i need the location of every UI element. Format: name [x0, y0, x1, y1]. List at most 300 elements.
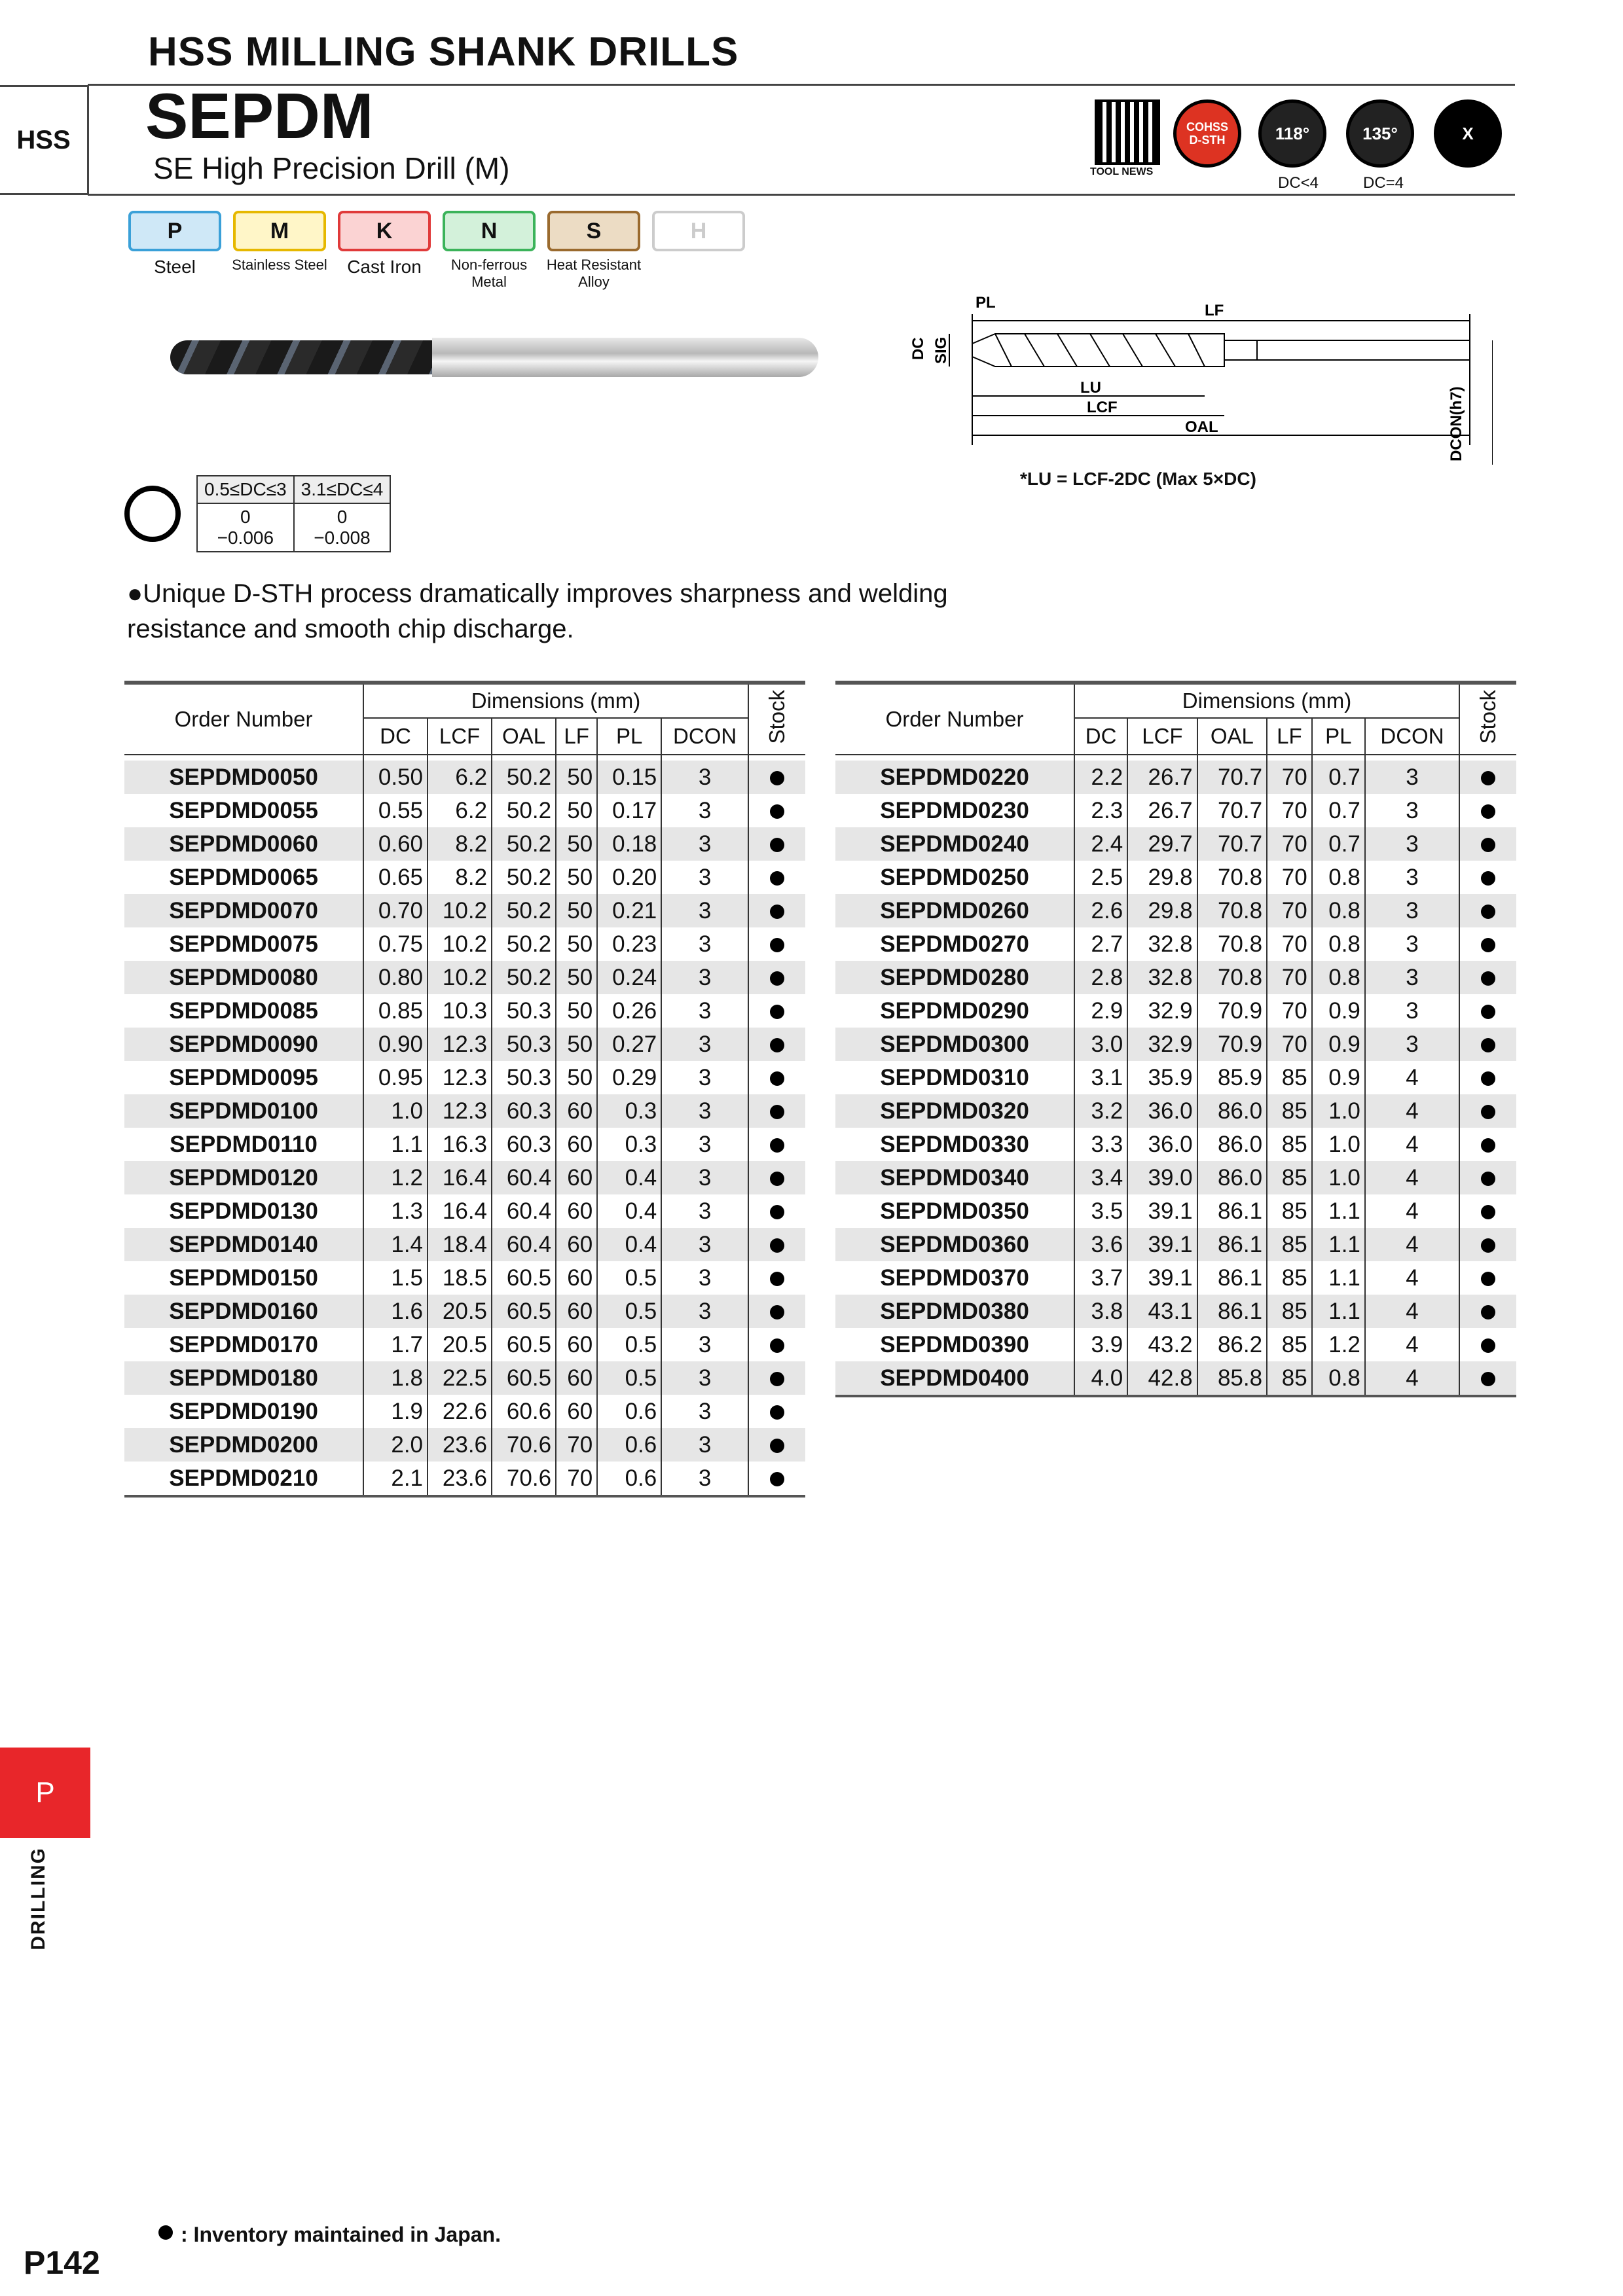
- cell-oal: 50.2: [492, 761, 556, 794]
- col-dcon: DCON: [1365, 718, 1459, 755]
- col-dc: DC: [1074, 718, 1127, 755]
- cell-lcf: 35.9: [1127, 1061, 1197, 1094]
- stock-dot-icon: [1481, 838, 1495, 852]
- table-row: [124, 794, 805, 827]
- section-title: HSS MILLING SHANK DRILLS: [148, 29, 739, 75]
- table-row: [124, 1261, 805, 1295]
- cell-dc: 0.80: [363, 961, 428, 994]
- cell-dc: 3.2: [1074, 1094, 1127, 1128]
- stock-indicator: [748, 1128, 805, 1161]
- cell-oal: 50.2: [492, 894, 556, 927]
- cell-oal: 70.8: [1197, 961, 1267, 994]
- order-number: SEPDMD0220: [880, 764, 1029, 790]
- stock-dot-icon: [770, 1305, 784, 1319]
- cell-pl: 0.6: [597, 1395, 661, 1428]
- cell-lf: 50: [556, 994, 597, 1028]
- table-spacer: [835, 755, 1516, 761]
- stock-dot-icon: [1481, 971, 1495, 986]
- stock-indicator: [748, 1295, 805, 1328]
- col-oal: OAL: [492, 718, 556, 755]
- stock-dot-icon: [770, 971, 784, 986]
- cell-dcon: 3: [661, 827, 748, 861]
- material-label-s: Heat Resistant Alloy: [546, 257, 642, 290]
- stock-dot-icon: [770, 838, 784, 852]
- table-row: [124, 961, 805, 994]
- cell-oal: 60.5: [492, 1261, 556, 1295]
- cell-dc: 0.90: [363, 1028, 428, 1061]
- cell-dc: 2.4: [1074, 827, 1127, 861]
- table-row: [124, 1161, 805, 1194]
- order-number: SEPDMD0200: [169, 1431, 318, 1458]
- tolerance-header: 3.1≤DC≤4: [294, 476, 391, 503]
- cell-lf: 70: [1267, 794, 1312, 827]
- cell-pl: 0.3: [597, 1094, 661, 1128]
- cell-dc: 2.1: [363, 1462, 428, 1496]
- cell-lcf: 20.5: [428, 1328, 492, 1361]
- stock-header: Stock: [1459, 683, 1516, 755]
- stock-dot-icon: [770, 1439, 784, 1453]
- table-row: [124, 1428, 805, 1462]
- stock-indicator: [748, 1361, 805, 1395]
- material-chip-m: M: [233, 211, 326, 251]
- cell-dcon: 4: [1365, 1228, 1459, 1261]
- cell-pl: 0.8: [1312, 894, 1365, 927]
- order-number: SEPDMD0290: [880, 997, 1029, 1024]
- stock-indicator: [748, 827, 805, 861]
- cell-oal: 60.6: [492, 1395, 556, 1428]
- cell-dcon: 3: [661, 1295, 748, 1328]
- cell-lf: 50: [556, 794, 597, 827]
- cell-oal: 60.4: [492, 1228, 556, 1261]
- cell-dcon: 3: [661, 1361, 748, 1395]
- drawing-label-pl: PL: [976, 294, 996, 312]
- cell-oal: 70.8: [1197, 894, 1267, 927]
- stock-dot-legend: [158, 2225, 173, 2240]
- cell-dcon: 4: [1365, 1328, 1459, 1361]
- cell-pl: 1.0: [1312, 1128, 1365, 1161]
- cell-oal: 86.1: [1197, 1228, 1267, 1261]
- cell-pl: 0.6: [597, 1428, 661, 1462]
- order-number: SEPDMD0230: [880, 797, 1029, 823]
- order-number: SEPDMD0270: [880, 931, 1029, 957]
- table-row: [835, 827, 1516, 861]
- cell-lcf: 8.2: [428, 861, 492, 894]
- stock-dot-icon: [1481, 1071, 1495, 1086]
- table-row: [835, 927, 1516, 961]
- cell-oal: 86.1: [1197, 1295, 1267, 1328]
- col-oal: OAL: [1197, 718, 1267, 755]
- order-number: SEPDMD0080: [169, 964, 318, 990]
- table-row: [835, 1194, 1516, 1228]
- cell-dcon: 4: [1365, 1128, 1459, 1161]
- cell-lcf: 29.8: [1127, 894, 1197, 927]
- stock-indicator: [748, 961, 805, 994]
- cell-pl: 0.4: [597, 1161, 661, 1194]
- cell-dcon: 3: [661, 761, 748, 794]
- cell-pl: 0.8: [1312, 1361, 1365, 1396]
- drawing-label-sig: SIG: [932, 336, 950, 364]
- feature-text: ●Unique D-STH process dramatically improves sharpness and welding resistance and smooth chip discharge.: [127, 579, 948, 643]
- table-row: [124, 1395, 805, 1428]
- drilling-label: DRILLING: [27, 1847, 49, 1950]
- table-row: [124, 827, 805, 861]
- cell-lf: 85: [1267, 1194, 1312, 1228]
- cell-dcon: 4: [1365, 1295, 1459, 1328]
- cell-lf: 70: [1267, 827, 1312, 861]
- cell-oal: 70.9: [1197, 1028, 1267, 1061]
- cell-dc: 0.55: [363, 794, 428, 827]
- cell-lf: 50: [556, 861, 597, 894]
- coating-icon: COHSS D-STH: [1173, 99, 1241, 168]
- cell-oal: 86.0: [1197, 1094, 1267, 1128]
- cell-dcon: 3: [661, 927, 748, 961]
- cell-oal: 85.8: [1197, 1361, 1267, 1396]
- cell-pl: 0.3: [597, 1128, 661, 1161]
- drawing-label-lu: LU: [1080, 379, 1101, 397]
- cell-pl: 0.20: [597, 861, 661, 894]
- cell-dcon: 3: [661, 1194, 748, 1228]
- cell-dcon: 4: [1365, 1161, 1459, 1194]
- point-angle-118-icon: 118°: [1258, 99, 1326, 168]
- cell-dc: 3.3: [1074, 1128, 1127, 1161]
- cell-pl: 1.1: [1312, 1228, 1365, 1261]
- cell-pl: 0.24: [597, 961, 661, 994]
- cell-lcf: 6.2: [428, 761, 492, 794]
- cell-dcon: 3: [1365, 894, 1459, 927]
- col-dcon: DCON: [661, 718, 748, 755]
- cell-lcf: 43.2: [1127, 1328, 1197, 1361]
- cell-lf: 50: [556, 961, 597, 994]
- stock-dot-icon: [1481, 1172, 1495, 1186]
- stock-dot-icon: [770, 1338, 784, 1353]
- cell-lcf: 36.0: [1127, 1094, 1197, 1128]
- cell-dc: 3.1: [1074, 1061, 1127, 1094]
- cell-pl: 0.9: [1312, 994, 1365, 1028]
- cell-lf: 50: [556, 1061, 597, 1094]
- cell-dc: 1.8: [363, 1361, 428, 1395]
- stock-dot-icon: [1481, 871, 1495, 886]
- cell-dc: 0.70: [363, 894, 428, 927]
- cell-lcf: 29.7: [1127, 827, 1197, 861]
- stock-indicator: [1459, 1161, 1516, 1194]
- cell-lcf: 6.2: [428, 794, 492, 827]
- stock-indicator: [1459, 1228, 1516, 1261]
- cell-pl: 0.27: [597, 1028, 661, 1061]
- cell-lcf: 22.6: [428, 1395, 492, 1428]
- stock-indicator: [748, 1161, 805, 1194]
- order-number: SEPDMD0340: [880, 1164, 1029, 1191]
- cell-lcf: 22.5: [428, 1361, 492, 1395]
- stock-dot-icon: [770, 1138, 784, 1153]
- cell-oal: 60.4: [492, 1194, 556, 1228]
- stock-dot-icon: [1481, 1338, 1495, 1353]
- stock-dot-icon: [770, 1405, 784, 1420]
- col-lcf: LCF: [428, 718, 492, 755]
- cell-oal: 70.9: [1197, 994, 1267, 1028]
- cell-lcf: 23.6: [428, 1428, 492, 1462]
- stock-indicator: [1459, 994, 1516, 1028]
- cell-dc: 2.0: [363, 1428, 428, 1462]
- footnote: : Inventory maintained in Japan.: [181, 2223, 501, 2246]
- table-row: [835, 1061, 1516, 1094]
- stock-indicator: [1459, 961, 1516, 994]
- cell-lf: 60: [556, 1194, 597, 1228]
- stock-indicator: [748, 1194, 805, 1228]
- cell-oal: 86.1: [1197, 1194, 1267, 1228]
- cell-pl: 0.18: [597, 827, 661, 861]
- tolerance-value: 0 −0.008: [294, 503, 391, 552]
- cell-oal: 60.5: [492, 1361, 556, 1395]
- stock-indicator: [748, 1395, 805, 1428]
- cell-pl: 0.6: [597, 1462, 661, 1496]
- cell-lf: 60: [556, 1361, 597, 1395]
- cell-lcf: 26.7: [1127, 761, 1197, 794]
- cell-dcon: 3: [661, 1161, 748, 1194]
- order-number: SEPDMD0160: [169, 1298, 318, 1324]
- cell-lcf: 16.4: [428, 1161, 492, 1194]
- stock-dot-icon: [770, 1038, 784, 1052]
- table-row: [835, 1261, 1516, 1295]
- cell-dcon: 3: [1365, 861, 1459, 894]
- qr-code-icon[interactable]: [1095, 99, 1160, 165]
- table-row: [124, 1295, 805, 1328]
- stock-dot-icon: [770, 905, 784, 919]
- cell-pl: 0.8: [1312, 861, 1365, 894]
- stock-dot-icon: [770, 1105, 784, 1119]
- table-row: [124, 927, 805, 961]
- cell-lcf: 20.5: [428, 1295, 492, 1328]
- stock-dot-icon: [1481, 938, 1495, 952]
- tolerance-header: 0.5≤DC≤3: [197, 476, 294, 503]
- table-row: [835, 861, 1516, 894]
- table-row: [124, 861, 805, 894]
- cell-dcon: 3: [661, 1094, 748, 1128]
- stock-dot-icon: [1481, 1305, 1495, 1319]
- order-number: SEPDMD0350: [880, 1198, 1029, 1224]
- stock-indicator: [748, 1261, 805, 1295]
- table-row: [124, 1028, 805, 1061]
- cell-lf: 60: [556, 1094, 597, 1128]
- cell-dcon: 3: [661, 961, 748, 994]
- order-number: SEPDMD0070: [169, 897, 318, 924]
- cell-dcon: 3: [1365, 794, 1459, 827]
- cell-dc: 1.9: [363, 1395, 428, 1428]
- stock-dot-icon: [1481, 1038, 1495, 1052]
- order-number: SEPDMD0060: [169, 831, 318, 857]
- cell-dc: 1.1: [363, 1128, 428, 1161]
- stock-indicator: [1459, 1261, 1516, 1295]
- cell-pl: 0.7: [1312, 761, 1365, 794]
- cell-oal: 86.1: [1197, 1261, 1267, 1295]
- stock-indicator: [1459, 1061, 1516, 1094]
- cell-lf: 50: [556, 827, 597, 861]
- cell-lcf: 36.0: [1127, 1128, 1197, 1161]
- order-number: SEPDMD0390: [880, 1331, 1029, 1357]
- stock-indicator: [748, 1462, 805, 1496]
- table-row: [835, 1295, 1516, 1328]
- cell-lf: 85: [1267, 1228, 1312, 1261]
- stock-dot-icon: [1481, 1205, 1495, 1219]
- order-number: SEPDMD0110: [170, 1131, 318, 1157]
- cell-dc: 0.50: [363, 761, 428, 794]
- cell-pl: 0.7: [1312, 827, 1365, 861]
- stock-indicator: [748, 894, 805, 927]
- drawing-label-oal: OAL: [1185, 418, 1218, 436]
- cell-dcon: 3: [1365, 1028, 1459, 1061]
- cell-dcon: 3: [661, 1228, 748, 1261]
- order-number: SEPDMD0170: [169, 1331, 318, 1357]
- cell-oal: 60.5: [492, 1328, 556, 1361]
- cell-lf: 85: [1267, 1061, 1312, 1094]
- stock-dot-icon: [1481, 771, 1495, 785]
- drawing-label-dc: DC: [909, 337, 927, 360]
- cell-dcon: 3: [661, 1261, 748, 1295]
- category-tab-p[interactable]: P: [0, 1748, 90, 1838]
- cell-pl: 0.8: [1312, 927, 1365, 961]
- cell-oal: 86.0: [1197, 1161, 1267, 1194]
- order-number: SEPDMD0380: [880, 1298, 1029, 1324]
- cell-oal: 50.3: [492, 1028, 556, 1061]
- cell-oal: 70.8: [1197, 927, 1267, 961]
- cell-lcf: 12.3: [428, 1094, 492, 1128]
- cell-dc: 0.65: [363, 861, 428, 894]
- stock-dot-icon: [770, 871, 784, 886]
- cell-lcf: 32.9: [1127, 994, 1197, 1028]
- cell-oal: 85.9: [1197, 1061, 1267, 1094]
- cell-oal: 70.6: [492, 1462, 556, 1496]
- order-number: SEPDMD0300: [880, 1031, 1029, 1057]
- flute-type-icon: X: [1434, 99, 1502, 168]
- cell-oal: 86.0: [1197, 1128, 1267, 1161]
- order-number: SEPDMD0320: [880, 1098, 1029, 1124]
- cell-lcf: 18.5: [428, 1261, 492, 1295]
- cell-lf: 50: [556, 761, 597, 794]
- order-number: SEPDMD0370: [880, 1265, 1029, 1291]
- col-dc: DC: [363, 718, 428, 755]
- cell-lcf: 39.1: [1127, 1228, 1197, 1261]
- cell-dcon: 3: [661, 1462, 748, 1496]
- cell-dc: 1.7: [363, 1328, 428, 1361]
- cell-dc: 2.6: [1074, 894, 1127, 927]
- cell-dcon: 3: [661, 1428, 748, 1462]
- table-row: [835, 894, 1516, 927]
- order-number: SEPDMD0050: [169, 764, 318, 790]
- cell-lf: 85: [1267, 1128, 1312, 1161]
- cell-dcon: 4: [1365, 1194, 1459, 1228]
- cell-oal: 60.5: [492, 1295, 556, 1328]
- cell-lf: 70: [1267, 761, 1312, 794]
- stock-indicator: [748, 861, 805, 894]
- table-spacer: [124, 755, 805, 761]
- cell-lf: 70: [556, 1462, 597, 1496]
- cell-oal: 70.7: [1197, 794, 1267, 827]
- tolerance-icon: [124, 486, 181, 542]
- cell-lf: 70: [1267, 1028, 1312, 1061]
- cell-lf: 85: [1267, 1261, 1312, 1295]
- cell-pl: 0.9: [1312, 1028, 1365, 1061]
- cell-dcon: 3: [661, 1061, 748, 1094]
- order-number: SEPDMD0085: [169, 997, 318, 1024]
- material-label-n: Non-ferrous Metal: [450, 257, 528, 290]
- order-number: SEPDMD0250: [880, 864, 1029, 890]
- cell-pl: 0.5: [597, 1361, 661, 1395]
- cell-oal: 70.7: [1197, 827, 1267, 861]
- cell-dcon: 3: [1365, 827, 1459, 861]
- table-row: [124, 1094, 805, 1128]
- cell-dcon: 3: [661, 1128, 748, 1161]
- cell-dcon: 3: [661, 894, 748, 927]
- product-code: SEPDM: [145, 80, 374, 152]
- stock-dot-icon: [1481, 1005, 1495, 1019]
- table-row: [124, 1328, 805, 1361]
- cell-lf: 70: [1267, 961, 1312, 994]
- order-number: SEPDMD0210: [169, 1465, 318, 1491]
- cell-pl: 1.1: [1312, 1194, 1365, 1228]
- cell-dcon: 3: [1365, 927, 1459, 961]
- cell-oal: 50.3: [492, 994, 556, 1028]
- cell-lf: 50: [556, 894, 597, 927]
- cell-dcon: 4: [1365, 1094, 1459, 1128]
- cell-dc: 0.75: [363, 927, 428, 961]
- cell-pl: 0.9: [1312, 1061, 1365, 1094]
- table-row: [835, 1161, 1516, 1194]
- cell-lf: 70: [1267, 927, 1312, 961]
- cell-pl: 0.5: [597, 1261, 661, 1295]
- cell-lf: 70: [556, 1428, 597, 1462]
- col-lf: LF: [1267, 718, 1312, 755]
- stock-dot-icon: [770, 1071, 784, 1086]
- cell-dc: 3.8: [1074, 1295, 1127, 1328]
- cell-lf: 85: [1267, 1094, 1312, 1128]
- cell-lcf: 8.2: [428, 827, 492, 861]
- cell-dc: 3.7: [1074, 1261, 1127, 1295]
- cell-dc: 1.0: [363, 1094, 428, 1128]
- cell-pl: 0.23: [597, 927, 661, 961]
- stock-dot-icon: [770, 1172, 784, 1186]
- order-number: SEPDMD0180: [169, 1365, 318, 1391]
- drawing-label-dcon: DCON(h7): [1448, 386, 1465, 461]
- table-row: [835, 794, 1516, 827]
- cell-dcon: 3: [661, 861, 748, 894]
- stock-indicator: [748, 1028, 805, 1061]
- table-row: [835, 1328, 1516, 1361]
- cell-lcf: 42.8: [1127, 1361, 1197, 1396]
- cell-lcf: 16.3: [428, 1128, 492, 1161]
- stock-dot-icon: [770, 1272, 784, 1286]
- cell-oal: 50.2: [492, 794, 556, 827]
- cell-lcf: 39.1: [1127, 1194, 1197, 1228]
- angle-118-note: DC<4: [1278, 174, 1319, 192]
- table-row: [124, 1462, 805, 1496]
- cell-dc: 0.85: [363, 994, 428, 1028]
- order-number: SEPDMD0260: [880, 897, 1029, 924]
- cell-dc: 2.8: [1074, 961, 1127, 994]
- stock-indicator: [748, 1228, 805, 1261]
- cell-oal: 50.2: [492, 827, 556, 861]
- stock-header: Stock: [748, 683, 805, 755]
- drill-flute-image: [170, 340, 432, 374]
- cell-dc: 2.7: [1074, 927, 1127, 961]
- stock-indicator: [1459, 1194, 1516, 1228]
- stock-indicator: [748, 794, 805, 827]
- drawing-label-lf: LF: [1205, 302, 1224, 319]
- cell-lcf: 10.2: [428, 961, 492, 994]
- cell-oal: 50.3: [492, 1061, 556, 1094]
- order-number: SEPDMD0075: [169, 931, 318, 957]
- table-row: [124, 761, 805, 794]
- cell-dcon: 3: [661, 1328, 748, 1361]
- cell-dcon: 4: [1365, 1061, 1459, 1094]
